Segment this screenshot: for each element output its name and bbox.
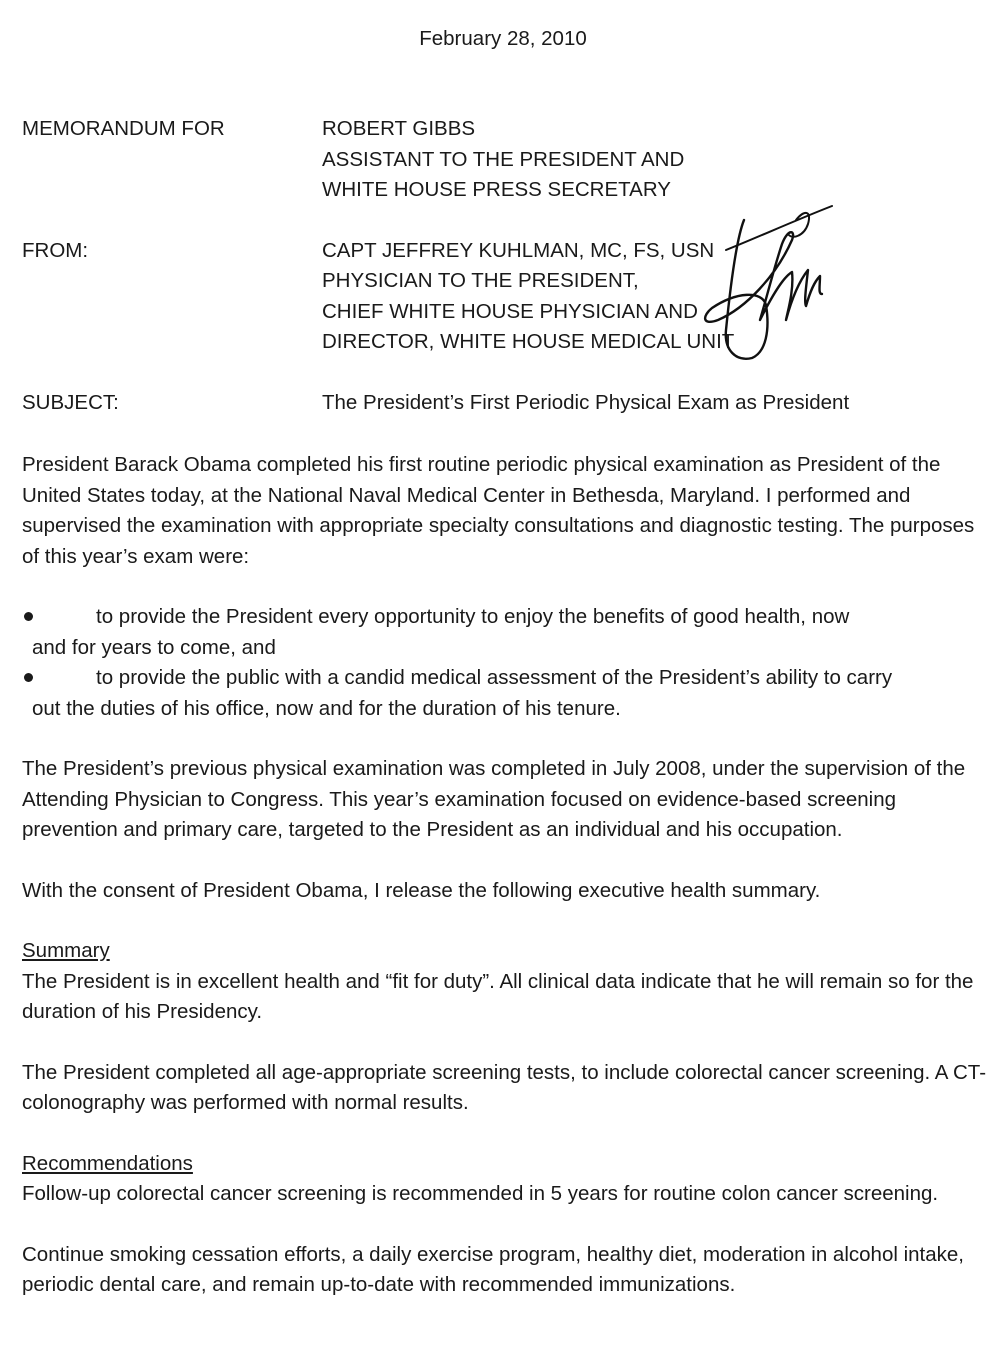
bullet-first-line: to provide the public with a candid medical assessment of the President’s ability to carry xyxy=(96,666,893,689)
intro-paragraph: President Barack Obama completed his first routine periodic physical examination as President of the United States today, at the National Naval Medical Center in Bethesda, Maryland. I performed and supervised the examination with appropriate specialty consultations and diagnostic testing. The purposes of this year’s exam were: xyxy=(22,453,975,568)
summary-paragraph: The President is in excellent health and “fit for duty”. All clinical data indicate that he will remain so for the duration of his Presidency. xyxy=(22,969,974,1023)
consent-paragraph: With the consent of President Obama, I release the following executive health summary. xyxy=(22,878,821,902)
sender-line: DIRECTOR, WHITE HOUSE MEDICAL UNIT xyxy=(322,330,735,353)
recipient-line: ASSISTANT TO THE PRESIDENT AND xyxy=(322,147,685,171)
sender-line: CHIEF WHITE HOUSE PHYSICIAN AND xyxy=(322,299,698,323)
purposes-list xyxy=(22,602,997,724)
sender-line: PHYSICIAN TO THE PRESIDENT, xyxy=(322,269,639,292)
list-item xyxy=(22,602,997,663)
signature-stroke xyxy=(705,220,822,359)
list-item xyxy=(22,663,997,724)
memo-body xyxy=(22,450,997,1331)
recommendation-paragraph: Continue smoking cessation efforts, a daily exercise program, healthy diet, moderation in alcohol intake, periodic dental care, and remain up-to-date with recommended immunizations. xyxy=(22,1242,964,1296)
memo-subject-label: SUBJECT: xyxy=(22,390,119,414)
previous-exam-paragraph: The President’s previous physical examination was completed in July 2008, under the supervision of the Attending Physician to Congress. This year’s examination focused on evidence-based screening prevention and primary care, targeted to the President as an individual and his occupation. xyxy=(22,757,966,841)
bullet-icon xyxy=(24,612,33,621)
memo-date: February 28, 2010 xyxy=(419,27,587,50)
recipient-line: WHITE HOUSE PRESS SECRETARY xyxy=(322,178,671,201)
bullet-continuation: out the duties of his office, now and for the duration of his tenure. xyxy=(32,696,621,720)
bullet-icon xyxy=(24,673,33,682)
summary-paragraph: The President completed all age-appropriate screening tests, to include colorectal cancer screening. A CT-colonography was performed with normal results. xyxy=(22,1060,987,1114)
sender-line: CAPT JEFFREY KUHLMAN, MC, FS, USN xyxy=(322,238,715,262)
memo-for-recipient xyxy=(322,114,982,206)
summary-heading: Summary xyxy=(22,939,110,962)
recommendations-heading: Recommendations xyxy=(22,1151,193,1175)
memo-from-sender xyxy=(322,236,982,358)
recommendation-paragraph: Follow-up colorectal cancer screening is recommended in 5 years for routine colon cancer screening. xyxy=(22,1182,939,1205)
memo-from-label: FROM: xyxy=(22,238,89,262)
memo-subject-row xyxy=(22,388,982,419)
memo-for-row xyxy=(22,114,982,206)
summary-section xyxy=(22,936,997,1119)
recommendations-section xyxy=(22,1149,997,1301)
bullet-first-line: to provide the President every opportunity to enjoy the benefits of good health, now xyxy=(96,605,850,628)
bullet-continuation: and for years to come, and xyxy=(32,635,276,659)
memo-header xyxy=(22,114,982,448)
handwritten-signature xyxy=(696,180,836,380)
memo-subject: The President’s First Periodic Physical Exam as President xyxy=(322,390,850,414)
memo-for-label: MEMORANDUM FOR xyxy=(22,117,225,140)
memo-from-row xyxy=(22,236,982,358)
recipient-line: ROBERT GIBBS xyxy=(322,117,476,140)
